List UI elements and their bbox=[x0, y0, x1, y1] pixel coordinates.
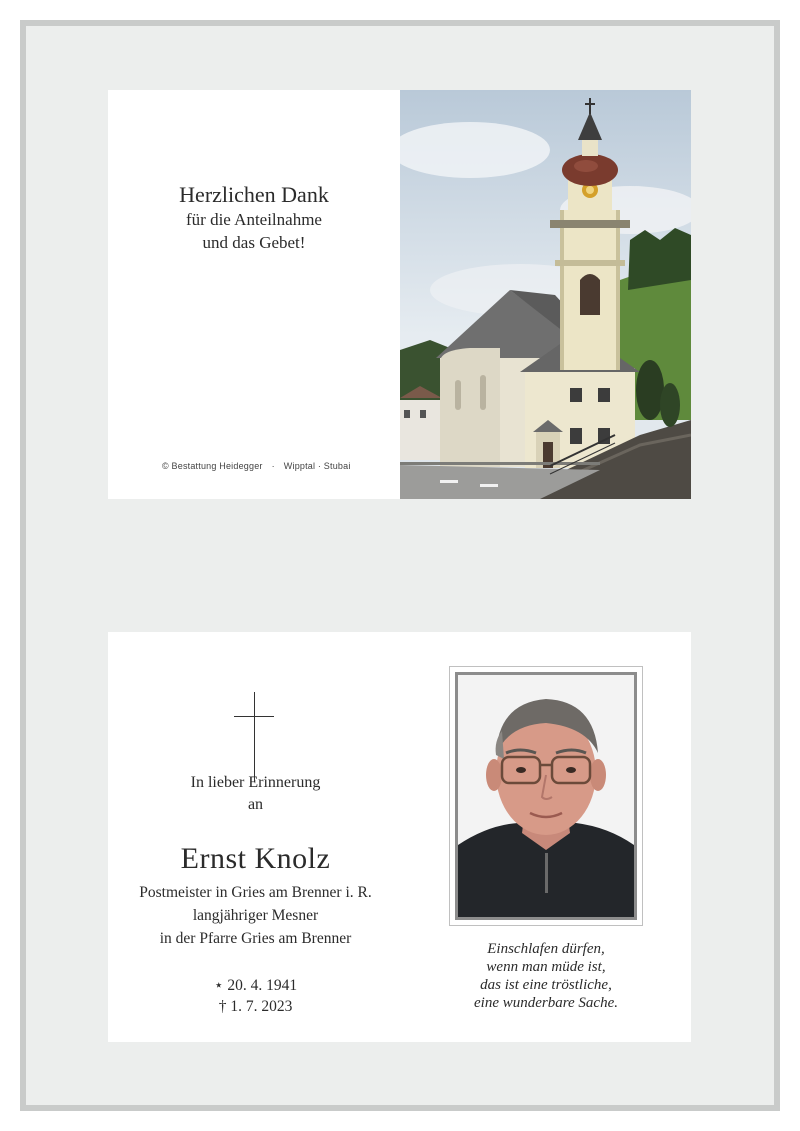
poem-line-2: wenn man müde ist, bbox=[486, 959, 606, 975]
thanks-heading: Herzlichen Dank bbox=[179, 182, 329, 207]
role-line-2: langjähriger Mesner bbox=[192, 907, 319, 924]
thanks-line-3: und das Gebet! bbox=[202, 233, 306, 252]
memorial-card bbox=[108, 632, 691, 1042]
birth-date: ⋆ 20. 4. 1941 bbox=[213, 977, 298, 994]
deceased-name: Ernst Knolz bbox=[180, 842, 331, 875]
church-photo bbox=[400, 90, 691, 499]
credit-company: © Bestattung Heidegger bbox=[162, 461, 263, 471]
death-date: † 1. 7. 2023 bbox=[218, 998, 293, 1015]
role-line-3: in der Pfarre Gries am Brenner bbox=[159, 930, 352, 947]
poem-line-3: das ist eine tröstliche, bbox=[480, 977, 612, 993]
poem-line-4: eine wunderbare Sache. bbox=[474, 995, 618, 1011]
credit-region: Wipptal · Stubai bbox=[283, 461, 351, 471]
portrait-photo bbox=[455, 672, 637, 920]
credit-separator: · bbox=[271, 461, 275, 471]
thanks-card bbox=[108, 90, 691, 499]
cross-icon-bar bbox=[234, 716, 274, 717]
cross-icon bbox=[254, 692, 255, 782]
page-frame bbox=[20, 20, 780, 1111]
memory-intro-an: an bbox=[247, 796, 264, 813]
funeral-home-credit bbox=[162, 461, 351, 471]
memory-intro: In lieber Erinnerung bbox=[190, 774, 321, 791]
portrait-frame bbox=[449, 666, 643, 926]
poem-line-1: Einschlafen dürfen, bbox=[487, 941, 605, 957]
role-line-1: Postmeister in Gries am Brenner i. R. bbox=[139, 884, 372, 901]
thanks-line-2: für die Anteilnahme bbox=[186, 210, 322, 229]
